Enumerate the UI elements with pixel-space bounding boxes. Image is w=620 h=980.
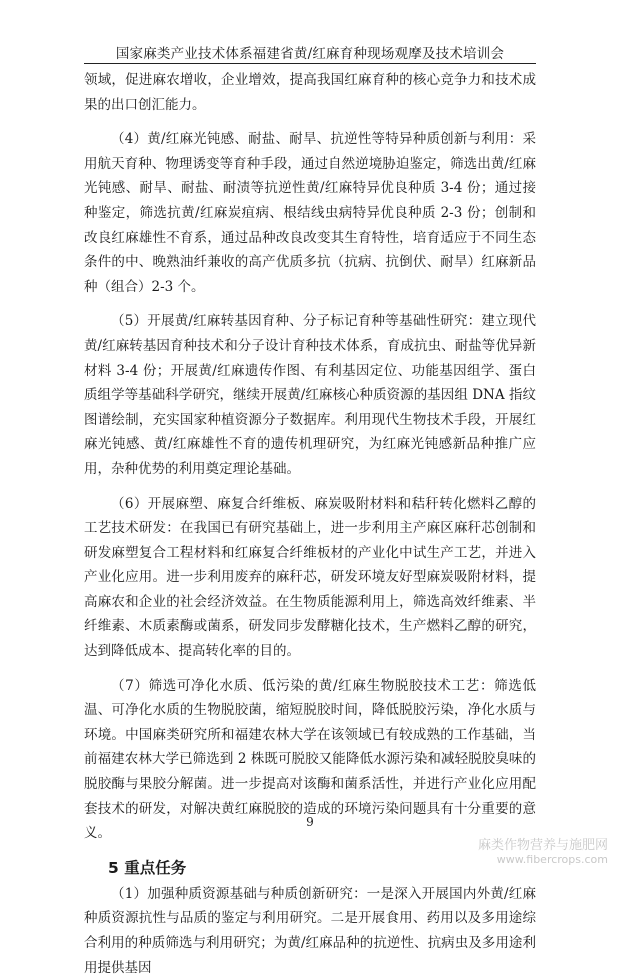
document-body	[84, 68, 536, 980]
section-heading	[108, 856, 536, 878]
paragraph-continuation: 领域，促进麻农增收，企业增效，提高我国红麻育种的核心竞争力和技术成果的出口创汇能力。	[84, 72, 536, 113]
header-rule	[84, 63, 536, 64]
watermark-site-name: 麻类作物营养与施肥网	[477, 838, 608, 853]
watermark	[478, 834, 608, 866]
section-title: 重点任务	[124, 858, 187, 877]
paragraph-item-4: （4）黄/红麻光钝感、耐盐、耐旱、抗逆性等特异种质创新与利用：采用航天育种、物理诱变等育种手段，通过自然逆境胁迫鉴定，筛选出黄/红麻光钝感、耐旱、耐盐、耐渍等抗逆性黄/红麻特异优良种质 3-4 份；通过接种鉴定，筛选抗黄/红麻炭疽病、根结线虫病特异优良种质 2-3 份；创制和改良红麻雄性不育系，通过品种改良改变其生育特性，培育适应于不同生态条件的中、晚熟油纤兼收的高产优质多抗（抗病、抗倒伏、耐旱）红麻新品种（组合）2-3 个。	[84, 131, 536, 295]
section-number: 5	[108, 858, 119, 877]
paragraph-item-5: （5）开展黄/红麻转基因育种、分子标记育种等基础性研究：建立现代黄/红麻转基因育种技术和分子设计育种技术体系，育成抗虫、耐盐等优异新材料 3-4 份；开展黄/红麻遗传作图、有利基因定位、功能基因组学、蛋白质组学等基础科学研究，继续开展黄/红麻核心种质资源的基因组 DNA 指纹图谱绘制，充实国家种植资源分子数据库。利用现代生物技术手段，开展红麻光钝感、黄/红麻雄性不育的遗传机理研究，为红麻光钝感新品种推广应用，杂种优势的利用奠定理论基础。	[84, 313, 536, 477]
page-header: 国家麻类产业技术体系福建省黄/红麻育种现场观摩及技术培训会	[115, 46, 505, 62]
watermark-url: www.fibercrops.com	[496, 853, 608, 866]
page-number: 9	[306, 815, 314, 829]
paragraph-item-7: （7）筛选可净化水质、低污染的黄/红麻生物脱胶技术工艺：筛选低温、可净化水质的生物脱胶菌，缩短脱胶时间，降低脱胶污染，净化水质与环境。中国麻类研究所和福建农林大学在该领域已有较成熟的工作基础，当前福建农林大学已筛选到 2 株既可脱胶又能降低水源污染和减轻脱胶臭味的脱胶酶与果胶分解菌。进一步提高对该酶和菌系活性，并进行产业化应用配套技术的研发，对解决黄红麻脱胶的造成的环境污染问题具有十分重要的意义。	[84, 677, 536, 842]
paragraph-task-1: （1）加强种质资源基础与种质创新研究：一是深入开展国内外黄/红麻种质资源抗性与品质的鉴定与利用研究。二是开展食用、药用以及多用途综合利用的种质筛选与利用研究；为黄/红麻品种的抗逆性、抗病虫及多用途利用提供基因	[84, 885, 536, 976]
paragraph-item-6: （6）开展麻塑、麻复合纤维板、麻炭吸附材料和秸秆转化燃料乙醇的工艺技术研发：在我国已有研究基础上，进一步利用主产麻区麻秆芯创制和研发麻塑复合工程材料和红麻复合纤维板材的产业化中试生产工艺，并进入产业化应用。进一步利用废弃的麻秆芯，研发环境友好型麻炭吸附材料，提高麻农和企业的社会经济效益。在生物质能源利用上，筛选高效纤维素、半纤维素、木质素酶或菌系，研发同步发酵糖化技术，生产燃料乙醇的研究，达到降低成本、提高转化率的目的。	[84, 495, 536, 660]
